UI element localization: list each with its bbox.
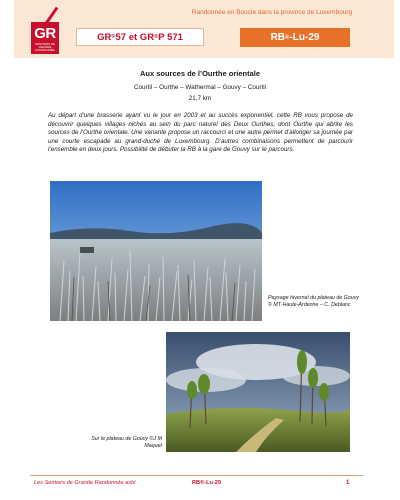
plateau-photo: [166, 332, 350, 452]
page-number: 1: [346, 480, 350, 486]
route-description: Courtil – Ourthe – Wathermal – Gouvy – Courtil: [133, 84, 267, 91]
rb-code-part2: -Lu-29: [289, 32, 320, 43]
winter-landscape-photo: [50, 181, 262, 321]
gr-code-part3: P 571: [158, 31, 183, 43]
article-title: Aux sources de l’Ourthe orientale: [139, 69, 261, 78]
footer-divider: [30, 475, 363, 476]
route-distance: 21,7 km: [188, 95, 212, 102]
footer-organization: Les Sentiers de Grande Randonnée asbl: [34, 480, 136, 486]
logo-tagline: SENTIERS DE GRANDE RANDONNÉE: [34, 42, 55, 52]
rb-code-box: RB ® -Lu-29: [240, 28, 350, 47]
gr-code-part1: GR: [97, 31, 112, 43]
photo-caption-winter: Paysage hivernal du plateau de Gouvy © MT Haute-Ardenne – C. Deblanc: [268, 295, 359, 308]
winter-landscape-image: [50, 181, 262, 321]
gr-code-part2: 57 et GR: [115, 31, 155, 43]
gr-code-box: GR ® 57 et GR ® P 571: [76, 28, 204, 46]
footer-route-code: RB®-Lu-29: [192, 480, 221, 486]
plateau-image: [166, 332, 350, 452]
intro-paragraph: Au départ d’une brasserie ayant vu le jour en 2003 et au succès exponentiel, cette RB vous propose de découvrir quelques villages nichés au sein du parc naturel des Deux Ourthes, dont Ourthe qui abrite les sources de l’Ourthe orientale. Une variante propose un raccourci et une autre permet d’allonger sa journée par une courte escapade au grand-duché de Luxembourg. D’autres combinaisons permettent de parcourir l’ensemble en deux jours. Possibilité de débuter la RB à la gare de Gouvy sur le parcours.: [48, 112, 353, 154]
logo-text: GR: [34, 25, 56, 42]
rb-code-part1: RB: [270, 32, 286, 43]
photo-caption-plateau: Sur le plateau de Gouvy ©J M Maquet: [91, 436, 162, 449]
gr-logo: [31, 22, 59, 54]
header-subtitle: Randonnée en Boucle dans la province de Luxembourg: [191, 9, 353, 16]
